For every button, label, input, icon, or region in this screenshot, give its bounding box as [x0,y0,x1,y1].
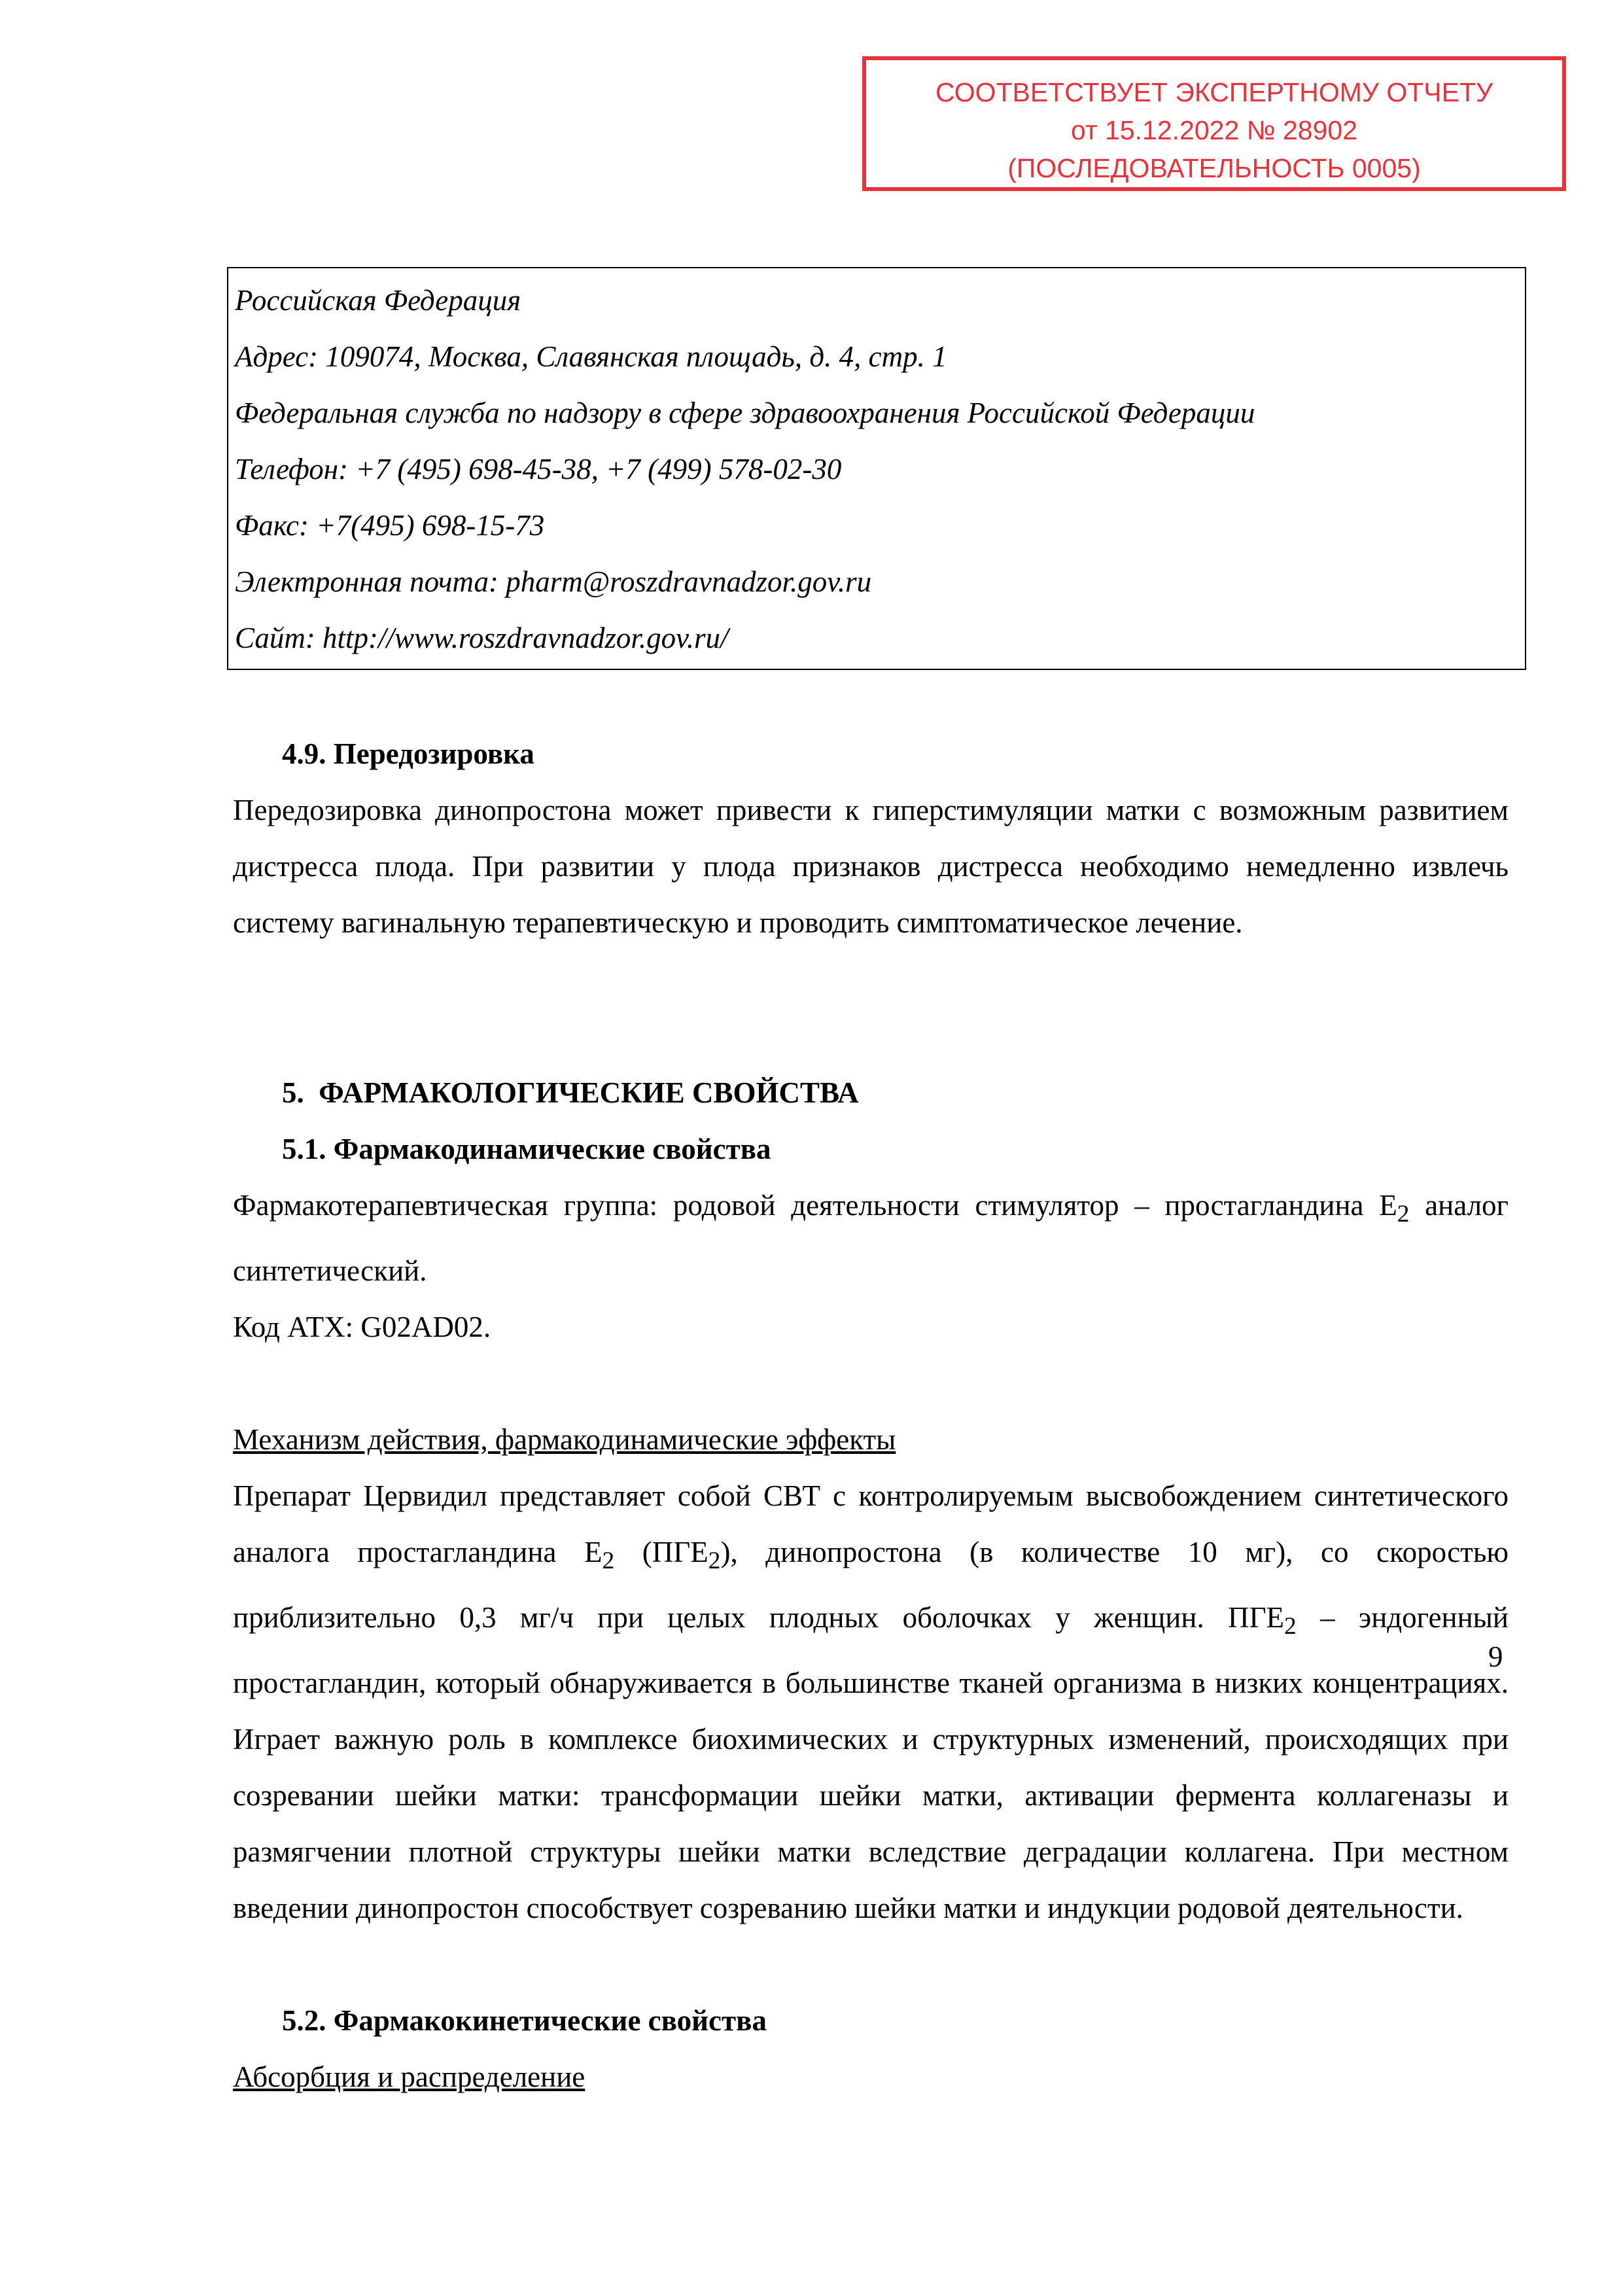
page-number: 9 [1488,1640,1503,1673]
stamp-line-1: СООТВЕТСТВУЕТ ЭКСПЕРТНОМУ ОТЧЕТУ [935,77,1493,107]
contact-site: Сайт: http://www.roszdravnadzor.gov.ru/ [235,622,729,654]
contact-fax: Факс: +7(495) 698-15-73 [235,509,545,542]
contact-info-box [227,267,1526,670]
stamp-line-2: от 15.12.2022 № 28902 [1070,115,1358,145]
subscript-1: 2 [602,1547,615,1574]
pk-heading: 5.2. Фармакокинетические свойства [282,2004,767,2037]
mechanism-body [233,1468,1509,1936]
absorption-title: Абсорбция и распределение [233,2060,585,2093]
approval-stamp [862,56,1566,191]
pharmacotherapeutic-group [233,1177,1509,1299]
mechanism-text-1: Препарат Цервидил представляет собой СВТ с контролируемым высвобождением синтетического аналога простагландина E [233,1479,1509,1568]
spacer [233,1355,1509,1411]
overdose-heading: 4.9. Передозировка [282,737,534,770]
pd-heading: 5.1. Фармакодинамические свойства [282,1133,771,1165]
group-subscript: 2 [1397,1201,1410,1227]
contact-phone: Телефон: +7 (495) 698-45-38, +7 (499) 578-02-30 [235,453,842,486]
section5-heading: 5. ФАРМАКОЛОГИЧЕСКИЕ СВОЙСТВА [282,1076,859,1109]
pharmacology-section [233,1065,1509,2105]
contact-agency: Федеральная служба по надзору в сфере здравоохранения Российской Федерации [235,397,1255,429]
overdose-body: Передозировка динопростона может привести к гиперстимуляции матки с возможным развитием дистресса плода. При развитии у плода признаков дистресса необходимо немедленно извлечь систему вагинальную терапевтическую и проводить симптоматическое лечение. [233,794,1509,939]
subscript-3: 2 [1284,1613,1297,1640]
mechanism-text-3: ), динопростона (в количестве 10 мг), со скоростью приблизительно 0,3 мг/ч при целых плодных оболочках у женщин. ПГЕ [233,1536,1509,1634]
subscript-2: 2 [708,1547,721,1574]
atc-code: Код АТХ: G02AD02. [233,1311,491,1343]
contact-email: Электронная почта: pharm@roszdravnadzor.gov.ru [235,565,872,598]
mechanism-title: Механизм действия, фармакодинамические эффекты [233,1423,896,1456]
spacer [233,1936,1509,1992]
stamp-line-3: (ПОСЛЕДОВАТЕЛЬНОСТЬ 0005) [1007,153,1421,183]
contact-country: Российская Федерация [235,284,521,317]
mechanism-text-2: (ПГЕ [614,1536,708,1568]
group-text-b: аналог синтетический. [233,1189,1509,1287]
group-text-a: Фармакотерапевтическая группа: родовой деятельности стимулятор – простагландина E [233,1189,1397,1222]
mechanism-text-4: – эндогенный простагландин, который обнаруживается в большинстве тканей организма в низких концентрациях. Играет важную роль в комплексе биохимических и структурных изменений, происходящих при созревании шейки матки: трансформации шейки матки, активации фермента коллагеназы и размягчении плотной структуры шейки матки вследствие деградации коллагена. При местном введении динопростон способствует созреванию шейки матки и индукции родовой деятельности. [233,1601,1509,1924]
contact-address: Адрес: 109074, Москва, Славянская площадь, д. 4, стр. 1 [235,340,947,373]
overdose-section [233,726,1509,951]
